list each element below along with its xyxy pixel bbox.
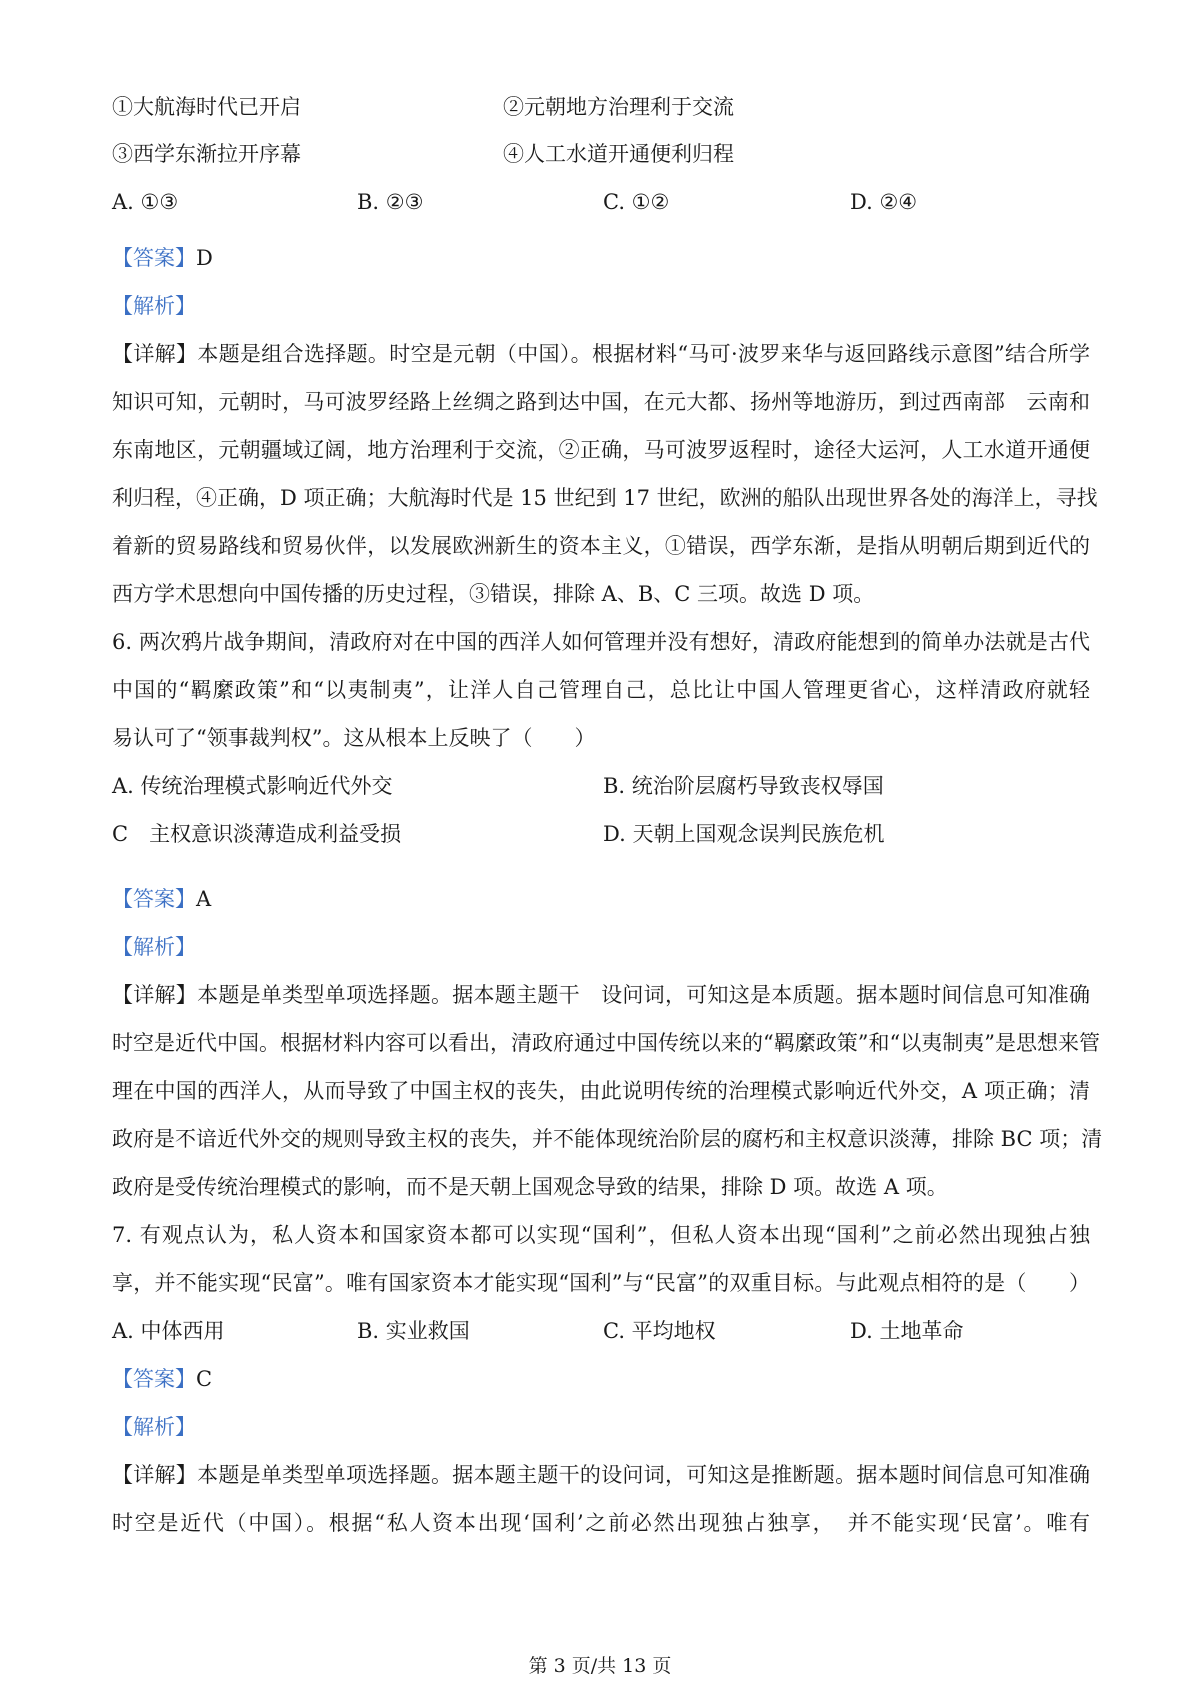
q6-choice-d: D. 天朝上国观念误判民族危机 [603, 822, 885, 846]
answer-tag: 【答案】 [112, 887, 196, 911]
q5-choice-c: C. ①② [603, 190, 670, 214]
q5-detail-line-2: 知识可知，元朝时，马可波罗经路上丝绸之路到达中国，在元大都、扬州等地游历，到过西南部 云南和 [112, 390, 1090, 414]
q7-choice-d: D. 土地革命 [850, 1319, 964, 1343]
q7-answer [112, 1364, 212, 1394]
q6-stem-line-2: 中国的“羁縻政策”和“以夷制夷”，让洋人自己管理自己，总比让中国人管理更省心，这样清政府就轻 [112, 678, 1090, 702]
q5-detail-line-6: 西方学术思想向中国传播的历史过程，③错误，排除 A、B、C 三项。故选 D 项。 [112, 582, 875, 606]
q5-detail-line-5: 着新的贸易路线和贸易伙伴，以发展欧洲新生的资本主义，①错误，西学东渐，是指从明朝后期到近代的 [112, 534, 1090, 558]
detail-text: 本题是组合选择题。时空是元朝（中国）。根据材料“马可·波罗来华与返回路线示意图”结合所学 [197, 342, 1090, 366]
q5-option-4: ④人工水道开通便利归程 [503, 142, 734, 166]
q5-option-3: ③西学东渐拉开序幕 [112, 142, 301, 166]
q6-detail-line-1 [112, 980, 1090, 1010]
q5-choice-a: A. ①③ [112, 190, 179, 214]
page-number-footer: 第 3 页/共 13 页 [528, 1655, 672, 1677]
q7-choice-b: B. 实业救国 [357, 1319, 470, 1343]
detail-text: 本题是单类型单项选择题。据本题主题干 设问词，可知这是本质题。据本题时间信息可知准确 [197, 983, 1091, 1007]
detail-tag: 【详解】 [112, 1463, 198, 1487]
answer-tag: 【答案】 [112, 1367, 196, 1391]
q5-option-2: ②元朝地方治理利于交流 [503, 95, 734, 119]
q5-option-1: ①大航海时代已开启 [112, 95, 301, 119]
answer-tag: 【答案】 [112, 246, 196, 270]
q6-choice-b: B. 统治阶层腐朽导致丧权辱国 [603, 774, 884, 798]
detail-tag: 【详解】 [112, 983, 198, 1007]
q7-choice-a: A. 中体西用 [112, 1319, 225, 1343]
q7-choice-c: C. 平均地权 [603, 1319, 716, 1343]
q5-detail-line-3: 东南地区，元朝疆域辽阔，地方治理利于交流，②正确，马可波罗返程时，途径大运河，人工水道开通便 [112, 438, 1090, 462]
q5-detail-line-1 [112, 339, 1090, 369]
answer-value: C [196, 1367, 213, 1391]
q6-stem-line-1: 6. 两次鸦片战争期间，清政府对在中国的西洋人如何管理并没有想好，清政府能想到的简单办法就是古代 [112, 630, 1090, 654]
q5-choice-d: D. ②④ [850, 190, 918, 214]
answer-value: A [196, 887, 212, 911]
q5-choice-b: B. ②③ [357, 190, 424, 214]
q6-stem-line-3: 易认可了“领事裁判权”。这从根本上反映了（ ） [112, 726, 596, 750]
q6-analysis-heading: 【解析】 [112, 935, 196, 959]
q7-stem-line-2: 享，并不能实现“民富”。唯有国家资本才能实现“国利”与“民富”的双重目标。与此观点相符的是（ ） [112, 1271, 1090, 1295]
detail-tag: 【详解】 [112, 342, 198, 366]
q7-stem-line-1: 7. 有观点认为，私人资本和国家资本都可以实现“国利”，但私人资本出现“国利”之前必然出现独占独 [112, 1223, 1090, 1247]
q7-detail-line-1 [112, 1460, 1090, 1490]
q6-detail-line-3: 理在中国的西洋人，从而导致了中国主权的丧失，由此说明传统的治理模式影响近代外交，A 项正确；清 [112, 1079, 1090, 1103]
q6-choice-a: A. 传统治理模式影响近代外交 [112, 774, 393, 798]
q5-detail-line-4: 利归程，④正确，D 项正确；大航海时代是 15 世纪到 17 世纪，欧洲的船队出现世界各处的海洋上，寻找 [112, 486, 1098, 510]
q6-detail-line-4: 政府是不谙近代外交的规则导致主权的丧失，并不能体现统治阶层的腐朽和主权意识淡薄，排除 BC 项；清 [112, 1127, 1103, 1151]
q7-detail-line-2: 时空是近代（中国）。根据“私人资本出现‘国利’之前必然出现独占独享， 并不能实现‘民富’。唯有 [112, 1511, 1090, 1535]
q6-detail-line-5: 政府是受传统治理模式的影响，而不是天朝上国观念导致的结果，排除 D 项。故选 A 项。 [112, 1175, 948, 1199]
q6-detail-line-2: 时空是近代中国。根据材料内容可以看出，清政府通过中国传统以来的“羁縻政策”和“以夷制夷”是思想来管 [112, 1031, 1100, 1055]
q7-analysis-heading: 【解析】 [112, 1415, 196, 1439]
answer-value: D [196, 246, 213, 270]
q6-answer [112, 884, 211, 914]
q5-analysis-heading: 【解析】 [112, 294, 196, 318]
q6-choice-c: C 主权意识淡薄造成利益受损 [112, 822, 402, 846]
q5-answer [112, 243, 213, 273]
detail-text: 本题是单类型单项选择题。据本题主题干的设问词，可知这是推断题。据本题时间信息可知准确 [197, 1463, 1091, 1487]
